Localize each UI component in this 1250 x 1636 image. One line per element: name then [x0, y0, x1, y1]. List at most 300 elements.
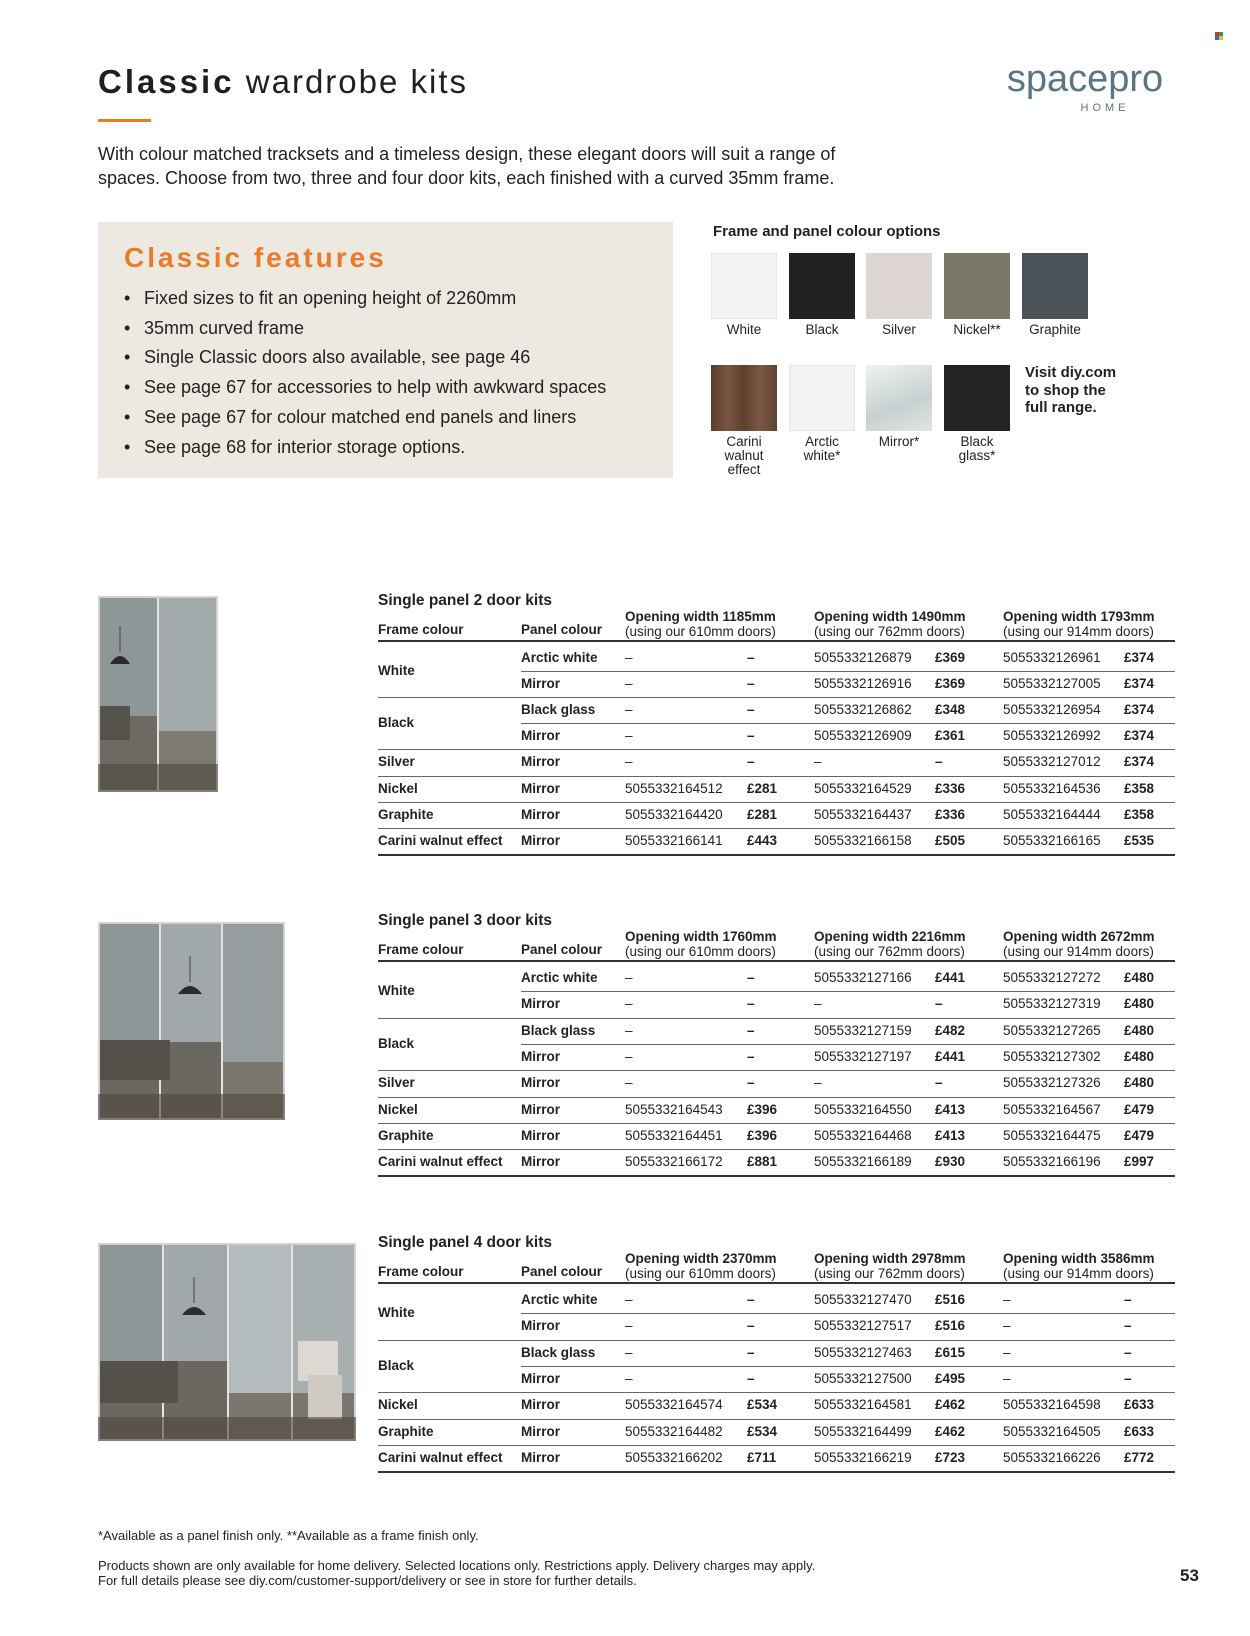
price-cell: – — [747, 754, 755, 770]
delivery-disclaimer — [98, 1558, 815, 1588]
price-cell: – — [935, 996, 943, 1012]
colour-swatch-label — [859, 323, 939, 337]
price-cell: £281 — [747, 806, 778, 822]
price-cell: – — [747, 702, 755, 718]
frame-colour-cell: Carini walnut effect — [378, 832, 503, 848]
product-code-cell: 5055332164420 — [625, 806, 723, 822]
colour-swatch — [711, 253, 777, 319]
product-code-cell: 5055332127166 — [814, 970, 912, 985]
panel-colour-header: Panel colour — [521, 942, 603, 957]
panel-colour-header: Panel colour — [521, 622, 603, 637]
kit-table — [378, 929, 1175, 1179]
page-title — [98, 63, 468, 101]
panel-colour-cell: Mirror — [521, 1370, 561, 1386]
price-cell: £516 — [935, 1318, 966, 1334]
opening-width: Opening width 1490mm — [814, 609, 966, 624]
price-cell: – — [747, 970, 755, 985]
panel-colour-cell: Black glass — [521, 1344, 596, 1360]
product-code-cell: 5055332126992 — [1003, 728, 1101, 744]
product-code-cell: – — [625, 996, 633, 1012]
price-cell: £336 — [935, 780, 966, 796]
product-code-cell: 5055332166158 — [814, 832, 912, 848]
price-cell: £772 — [1124, 1449, 1155, 1465]
price-cell: £358 — [1124, 780, 1155, 796]
availability-footnote: *Available as a panel finish only. **Available as a frame finish only. — [98, 1528, 479, 1543]
product-code-cell: 5055332164581 — [814, 1397, 912, 1413]
row-divider — [378, 1149, 1175, 1150]
price-cell: – — [747, 1022, 755, 1038]
panel-colour-cell: Mirror — [521, 1075, 561, 1091]
door-size-note: (using our 762mm doors) — [814, 944, 965, 959]
kit-table-title: Single panel 2 door kits — [378, 592, 552, 609]
colour-swatch-label — [782, 323, 862, 337]
kit-table-title: Single panel 4 door kits — [378, 1234, 552, 1251]
feature-item: • See page 68 for interior storage options. — [124, 433, 606, 463]
product-code-cell: – — [1003, 1344, 1011, 1360]
price-cell: £480 — [1124, 996, 1155, 1012]
logo-wordmark: spacepro — [1006, 58, 1164, 100]
colour-swatch-label — [937, 435, 1017, 463]
panel-colour-cell: Arctic white — [521, 970, 598, 985]
visit-line-2: to shop the — [1025, 381, 1106, 399]
price-cell: £535 — [1124, 832, 1155, 848]
swatch-label-line: Silver — [882, 322, 916, 337]
product-code-cell: 5055332127326 — [1003, 1075, 1101, 1091]
price-cell: – — [1124, 1370, 1132, 1386]
disclaimer-line-1: Products shown are only available for home delivery. Selected locations only. Restrictions apply. Delivery charges may apply. — [98, 1558, 816, 1573]
price-cell: £633 — [1124, 1397, 1155, 1413]
opening-width: Opening width 1793mm — [1003, 609, 1155, 624]
panel-colour-cell: Mirror — [521, 1397, 561, 1413]
product-code-cell: 5055332164536 — [1003, 780, 1101, 796]
product-code-cell: – — [814, 754, 822, 770]
page-title-bold: Classic — [98, 63, 235, 100]
product-code-cell: – — [625, 1022, 633, 1038]
price-cell: – — [747, 728, 755, 744]
product-code-cell: 5055332166196 — [1003, 1154, 1101, 1170]
visit-line-3: full range. — [1025, 399, 1097, 416]
price-cell: £997 — [1124, 1154, 1155, 1170]
feature-item: • 35mm curved frame — [124, 314, 606, 344]
kit-table-title: Single panel 3 door kits — [378, 912, 552, 929]
opening-width-header — [814, 609, 966, 639]
door-size-note: (using our 914mm doors) — [1003, 1266, 1154, 1281]
row-divider — [521, 671, 1175, 672]
row-divider — [378, 854, 1175, 856]
product-code-cell: 5055332166141 — [625, 832, 723, 848]
product-code-cell: 5055332164482 — [625, 1423, 723, 1439]
colour-swatch-label — [859, 435, 939, 449]
colour-swatch-label — [1015, 323, 1095, 337]
colour-swatch — [1022, 253, 1088, 319]
price-cell: – — [935, 1075, 943, 1091]
colour-swatch — [789, 253, 855, 319]
product-code-cell: 5055332166219 — [814, 1449, 912, 1465]
panel-colour-cell: Mirror — [521, 1449, 561, 1465]
product-code-cell: – — [625, 728, 633, 744]
price-cell: – — [747, 1370, 755, 1386]
frame-colour-header: Frame colour — [378, 622, 464, 637]
price-cell: £443 — [747, 832, 778, 848]
panel-colour-cell: Arctic white — [521, 650, 598, 665]
features-list — [124, 284, 606, 462]
swatch-label-line: Nickel** — [953, 322, 1001, 337]
product-code-cell: – — [625, 1318, 633, 1334]
feature-item: • Fixed sizes to fit an opening height of 2260mm — [124, 284, 606, 314]
row-divider — [378, 1340, 1175, 1341]
frame-colour-cell: Nickel — [378, 1397, 418, 1413]
panel-colour-cell: Mirror — [521, 676, 561, 692]
price-cell: £374 — [1124, 650, 1155, 665]
swatch-label-line: walnut — [724, 448, 764, 463]
price-cell: £462 — [935, 1423, 966, 1439]
opening-width-header — [1003, 929, 1155, 959]
row-divider — [521, 723, 1175, 724]
product-code-cell: 5055332166202 — [625, 1449, 723, 1465]
frame-colour-cell: Nickel — [378, 1101, 418, 1117]
feature-item: • See page 67 for colour matched end panels and liners — [124, 403, 606, 433]
opening-width: Opening width 2216mm — [814, 929, 966, 944]
header-rule — [378, 1282, 1175, 1284]
frame-colour-cell: Graphite — [378, 1127, 434, 1143]
spacepro-logo — [995, 60, 1175, 114]
header-rule — [378, 640, 1175, 642]
product-code-cell: 5055332127197 — [814, 1048, 912, 1064]
product-code-cell: – — [1003, 1370, 1011, 1386]
price-cell: £358 — [1124, 806, 1155, 822]
door-size-note: (using our 762mm doors) — [814, 624, 965, 639]
price-cell: £479 — [1124, 1127, 1155, 1143]
product-code-cell: – — [625, 1344, 633, 1360]
price-cell: – — [747, 1344, 755, 1360]
colour-swatch — [866, 253, 932, 319]
panel-colour-cell: Mirror — [521, 1127, 561, 1143]
product-code-cell: 5055332164598 — [1003, 1397, 1101, 1413]
price-cell: £615 — [935, 1344, 966, 1360]
two-door-wardrobe-photo — [98, 596, 218, 792]
product-code-cell: 5055332166172 — [625, 1154, 723, 1170]
price-cell: £930 — [935, 1154, 966, 1170]
opening-width: Opening width 1185mm — [625, 609, 776, 624]
feature-item: • Single Classic doors also available, see page 46 — [124, 343, 606, 373]
logo-subtitle: HOME — [1080, 102, 1130, 114]
opening-width: Opening width 1760mm — [625, 929, 777, 944]
colour-options-heading: Frame and panel colour options — [713, 223, 941, 240]
price-cell: £711 — [747, 1449, 777, 1465]
intro-paragraph — [98, 142, 898, 190]
price-cell: £516 — [935, 1292, 966, 1307]
panel-colour-cell: Mirror — [521, 832, 561, 848]
price-cell: £396 — [747, 1127, 778, 1143]
price-cell: £881 — [747, 1154, 778, 1170]
product-code-cell: 5055332166165 — [1003, 832, 1101, 848]
price-cell: £495 — [935, 1370, 966, 1386]
disclaimer-line-2: For full details please see diy.com/customer-support/delivery or see in store for further details. — [98, 1573, 637, 1588]
colour-swatch — [866, 365, 932, 431]
swatch-label-line: Arctic — [805, 434, 839, 449]
corner-colour-mark — [1215, 32, 1223, 40]
product-code-cell: – — [625, 970, 633, 985]
panel-colour-cell: Mirror — [521, 1154, 561, 1170]
price-cell: £336 — [935, 806, 966, 822]
product-code-cell: 5055332164499 — [814, 1423, 912, 1439]
frame-colour-header: Frame colour — [378, 942, 464, 957]
door-size-note: (using our 762mm doors) — [814, 1266, 965, 1281]
product-code-cell: 5055332126879 — [814, 650, 912, 665]
visit-diy-text — [1025, 364, 1175, 417]
price-cell: £413 — [935, 1101, 966, 1117]
product-code-cell: 5055332164444 — [1003, 806, 1101, 822]
frame-colour-cell: Silver — [378, 754, 415, 770]
row-divider — [378, 828, 1175, 829]
frame-colour-cell: Graphite — [378, 806, 434, 822]
door-size-note: (using our 914mm doors) — [1003, 624, 1154, 639]
kit-table — [378, 1251, 1175, 1475]
price-cell: – — [1124, 1344, 1132, 1360]
price-cell: £281 — [747, 780, 778, 796]
row-divider — [378, 802, 1175, 803]
price-cell: £374 — [1124, 676, 1155, 692]
door-size-note: (using our 610mm doors) — [625, 944, 776, 959]
classic-features-box — [98, 222, 673, 478]
product-code-cell: 5055332164437 — [814, 806, 912, 822]
door-size-note: (using our 610mm doors) — [625, 624, 776, 639]
price-cell: £348 — [935, 702, 966, 718]
row-divider — [378, 1419, 1175, 1420]
opening-width-header — [1003, 1251, 1155, 1281]
price-cell: £396 — [747, 1101, 778, 1117]
swatch-label-line: Black — [805, 322, 839, 337]
frame-colour-cell: White — [378, 663, 415, 679]
swatch-label-line: White — [726, 322, 762, 337]
product-code-cell: – — [625, 754, 633, 770]
product-code-cell: 5055332127500 — [814, 1370, 912, 1386]
swatch-label-line: Mirror* — [878, 434, 920, 449]
panel-colour-cell: Mirror — [521, 1101, 561, 1117]
panel-colour-header: Panel colour — [521, 1264, 603, 1279]
row-divider — [378, 1097, 1175, 1098]
product-code-cell: – — [814, 996, 822, 1012]
product-code-cell: 5055332164567 — [1003, 1101, 1101, 1117]
price-cell: £374 — [1124, 702, 1155, 718]
intro-line-2: spaces. Choose from two, three and four door kits, each finished with a curved 35mm frame. — [98, 168, 835, 188]
opening-width: Opening width 3586mm — [1003, 1251, 1155, 1266]
product-code-cell: 5055332164543 — [625, 1101, 723, 1117]
product-code-cell: 5055332164512 — [625, 780, 723, 796]
panel-colour-cell: Mirror — [521, 996, 561, 1012]
price-cell: – — [1124, 1292, 1132, 1307]
price-cell: £369 — [935, 650, 966, 665]
price-cell: £441 — [935, 1048, 966, 1064]
price-cell: £369 — [935, 676, 966, 692]
product-code-cell: 5055332164468 — [814, 1127, 912, 1143]
row-divider — [378, 749, 1175, 750]
price-cell: £534 — [747, 1397, 778, 1413]
price-cell: £361 — [935, 728, 966, 744]
price-cell: £480 — [1124, 1075, 1155, 1091]
product-code-cell: – — [814, 1075, 822, 1091]
frame-colour-cell: Nickel — [378, 780, 418, 796]
frame-colour-cell: Silver — [378, 1075, 415, 1091]
product-code-cell: 5055332127012 — [1003, 754, 1101, 770]
product-code-cell: – — [625, 1292, 633, 1307]
opening-width: Opening width 2978mm — [814, 1251, 966, 1266]
opening-width-header — [1003, 609, 1155, 639]
row-divider — [378, 776, 1175, 777]
product-code-cell: 5055332126862 — [814, 702, 912, 718]
product-code-cell: 5055332164475 — [1003, 1127, 1101, 1143]
price-cell: – — [935, 754, 943, 770]
price-cell: £441 — [935, 970, 966, 985]
product-code-cell: – — [625, 1048, 633, 1064]
product-code-cell: – — [625, 650, 633, 665]
product-code-cell: – — [625, 676, 633, 692]
opening-width-header — [625, 929, 777, 959]
product-code-cell: 5055332127159 — [814, 1022, 912, 1038]
price-cell: – — [747, 1318, 755, 1334]
price-cell: £480 — [1124, 1022, 1155, 1038]
price-cell: – — [747, 650, 755, 665]
header-rule — [378, 960, 1175, 962]
product-code-cell: 5055332127319 — [1003, 996, 1101, 1012]
product-code-cell: 5055332166226 — [1003, 1449, 1101, 1465]
row-divider — [521, 1044, 1175, 1045]
swatch-label-line: white* — [803, 448, 841, 463]
three-door-wardrobe-photo — [98, 922, 285, 1120]
swatch-label-line: Black — [960, 434, 994, 449]
panel-colour-cell: Mirror — [521, 1318, 561, 1334]
row-divider — [521, 1366, 1175, 1367]
product-code-cell: 5055332127272 — [1003, 970, 1101, 985]
colour-swatch — [711, 365, 777, 431]
row-divider — [378, 1018, 1175, 1019]
swatch-label-line: Carini — [726, 434, 762, 449]
price-cell: – — [747, 676, 755, 692]
row-divider — [378, 697, 1175, 698]
price-cell: – — [747, 1075, 755, 1091]
row-divider — [378, 1175, 1175, 1177]
row-divider — [378, 1123, 1175, 1124]
frame-colour-cell: Graphite — [378, 1423, 434, 1439]
opening-width: Opening width 2672mm — [1003, 929, 1155, 944]
row-divider — [378, 1445, 1175, 1446]
price-cell: £534 — [747, 1423, 778, 1439]
feature-item: • See page 67 for accessories to help with awkward spaces — [124, 373, 606, 403]
page-title-rest: wardrobe kits — [245, 63, 469, 100]
product-code-cell: 5055332126916 — [814, 676, 912, 692]
product-code-cell: 5055332164529 — [814, 780, 912, 796]
kit-table — [378, 609, 1175, 858]
product-code-cell: 5055332164505 — [1003, 1423, 1101, 1439]
swatch-label-line: effect — [727, 462, 761, 477]
swatch-label-line: glass* — [958, 448, 996, 463]
colour-swatch — [944, 253, 1010, 319]
frame-colour-cell: Carini walnut effect — [378, 1449, 503, 1465]
colour-swatch — [944, 365, 1010, 431]
door-size-note: (using our 914mm doors) — [1003, 944, 1154, 959]
colour-swatch-label — [704, 435, 784, 477]
price-cell: £480 — [1124, 1048, 1155, 1064]
row-divider — [378, 1392, 1175, 1393]
product-code-cell: 5055332127517 — [814, 1318, 912, 1334]
panel-colour-cell: Mirror — [521, 754, 561, 770]
colour-swatch-label — [704, 323, 784, 337]
product-code-cell: 5055332164550 — [814, 1101, 912, 1117]
product-code-cell: 5055332126909 — [814, 728, 912, 744]
product-code-cell: – — [625, 1370, 633, 1386]
product-code-cell: 5055332127265 — [1003, 1022, 1101, 1038]
price-cell: – — [747, 996, 755, 1012]
frame-colour-header: Frame colour — [378, 1264, 464, 1279]
price-cell: £413 — [935, 1127, 966, 1143]
panel-colour-cell: Black glass — [521, 1022, 596, 1038]
price-cell: £479 — [1124, 1101, 1155, 1117]
frame-colour-cell: White — [378, 983, 415, 999]
frame-colour-cell: Black — [378, 1035, 415, 1051]
opening-width-header — [814, 929, 966, 959]
colour-swatch — [789, 365, 855, 431]
product-code-cell: 5055332164451 — [625, 1127, 723, 1143]
page-number: 53 — [1180, 1566, 1199, 1585]
four-door-wardrobe-photo — [98, 1243, 356, 1441]
panel-colour-cell: Mirror — [521, 780, 561, 796]
features-title: Classic features — [124, 242, 387, 273]
door-size-note: (using our 610mm doors) — [625, 1266, 776, 1281]
opening-width: Opening width 2370mm — [625, 1251, 777, 1266]
panel-colour-cell: Mirror — [521, 1423, 561, 1439]
product-code-cell: 5055332127005 — [1003, 676, 1101, 692]
price-cell: £480 — [1124, 970, 1155, 985]
price-cell: £723 — [935, 1449, 966, 1465]
product-code-cell: – — [1003, 1292, 1011, 1307]
product-code-cell: 5055332126961 — [1003, 650, 1101, 665]
panel-colour-cell: Mirror — [521, 728, 561, 744]
row-divider — [521, 991, 1175, 992]
price-cell: £633 — [1124, 1423, 1155, 1439]
product-code-cell: 5055332126954 — [1003, 702, 1101, 718]
product-code-cell: – — [625, 1075, 633, 1091]
price-cell: £505 — [935, 832, 966, 848]
panel-colour-cell: Arctic white — [521, 1292, 598, 1307]
product-code-cell: – — [625, 702, 633, 718]
panel-colour-cell: Black glass — [521, 702, 596, 718]
product-code-cell: 5055332127302 — [1003, 1048, 1101, 1064]
product-code-cell: 5055332127463 — [814, 1344, 912, 1360]
price-cell: £462 — [935, 1397, 966, 1413]
frame-colour-cell: Carini walnut effect — [378, 1154, 503, 1170]
opening-width-header — [625, 609, 776, 639]
opening-width-header — [814, 1251, 966, 1281]
price-cell: £374 — [1124, 728, 1155, 744]
product-code-cell: 5055332127470 — [814, 1292, 912, 1307]
row-divider — [378, 1471, 1175, 1473]
colour-swatch-label — [782, 435, 862, 463]
row-divider — [378, 1070, 1175, 1071]
price-cell: £482 — [935, 1022, 966, 1038]
price-cell: £374 — [1124, 754, 1155, 770]
product-code-cell: 5055332166189 — [814, 1154, 912, 1170]
intro-line-1: With colour matched tracksets and a timeless design, these elegant doors will suit a range of — [98, 144, 836, 164]
colour-swatch-label — [937, 323, 1017, 337]
panel-colour-cell: Mirror — [521, 1048, 561, 1064]
product-code-cell: 5055332164574 — [625, 1397, 723, 1413]
opening-width-header — [625, 1251, 777, 1281]
frame-colour-cell: Black — [378, 715, 415, 731]
price-cell: – — [1124, 1318, 1132, 1334]
price-cell: – — [747, 1292, 755, 1307]
frame-colour-cell: White — [378, 1305, 415, 1321]
frame-colour-cell: Black — [378, 1357, 415, 1373]
